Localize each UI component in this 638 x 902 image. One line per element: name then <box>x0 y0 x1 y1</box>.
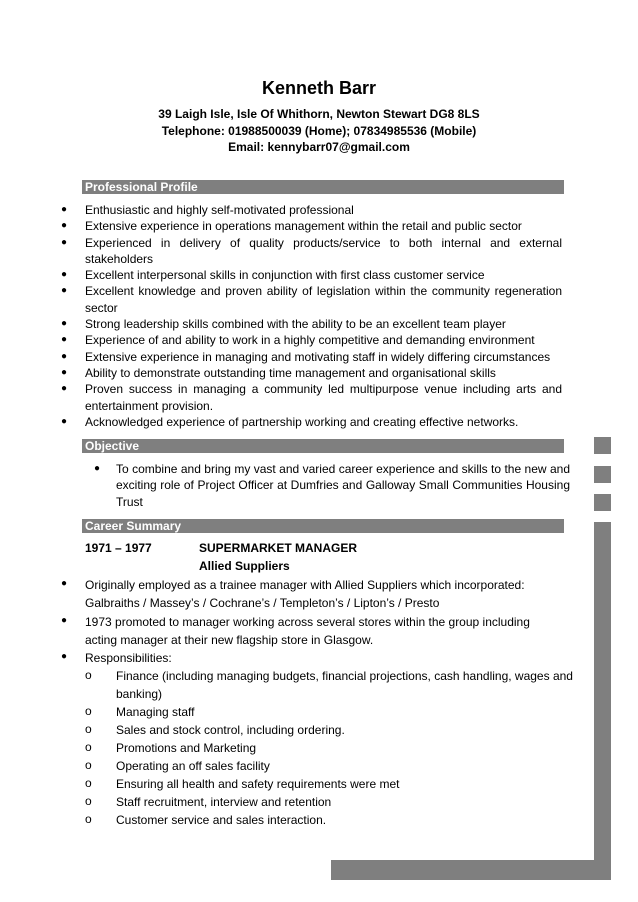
circle-bullet-icon: o <box>85 758 92 772</box>
decorative-square <box>594 466 611 483</box>
responsibility-item: Managing staff <box>116 705 195 719</box>
circle-bullet-icon: o <box>85 794 92 808</box>
list-item: ● Ability to demonstrate outstanding time management and organisational skills <box>61 365 496 380</box>
decorative-square <box>594 437 611 454</box>
responsibility-item: Staff recruitment, interview and retention <box>116 795 332 809</box>
bullet-icon: ● <box>61 651 68 662</box>
objective-text: To combine and bring my vast and varied career experience and skills to the new and exciting role of Project Officer at Dumfries and Galloway Small Communities Housing Trust <box>116 462 570 509</box>
responsibility-item: Sales and stock control, including ordering. <box>116 723 345 737</box>
circle-bullet-icon: o <box>85 668 92 682</box>
bullet-icon: ● <box>61 615 68 626</box>
list-item: ● Strong leadership skills combined with the ability to be an excellent team player <box>61 317 506 332</box>
address-line: 39 Laigh Isle, Isle Of Whithorn, Newton Stewart DG8 8LS <box>158 107 480 121</box>
list-item: ● Experience of and ability to work in a highly competitive and demanding environment <box>61 333 535 348</box>
list-item: ● Extensive experience in operations management within the retail and public sector <box>61 219 522 234</box>
circle-bullet-icon: o <box>85 812 92 826</box>
decorative-vertical-bar <box>594 522 611 880</box>
objective-item <box>94 461 570 510</box>
responsibility-item: Customer service and sales interaction. <box>116 813 327 827</box>
career-bullet-cont: acting manager at their new flagship store in Glasgow. <box>85 633 374 647</box>
responsibility-item: Operating an off sales facility <box>116 759 270 773</box>
profile-list <box>61 202 562 430</box>
career-bullet-cont: Galbraiths / Massey’s / Cochrane’s / Templeton’s / Lipton’s / Presto <box>85 596 440 610</box>
telephone-line: Telephone: 01988500039 (Home); 07834985536 (Mobile) <box>161 123 477 138</box>
decorative-square <box>594 494 611 511</box>
responsibility-item-cont: banking) <box>116 687 163 701</box>
list-item: ● Extensive experience in managing and motivating staff in widely differing circumstances <box>61 349 551 364</box>
candidate-name: Kenneth Barr <box>261 78 377 98</box>
section-header-objective: Objective <box>82 439 564 453</box>
email-line: Email: kennybarr07@gmail.com <box>228 140 410 154</box>
decorative-horizontal-bar <box>331 860 611 880</box>
list-item: ● Excellent knowledge and proven ability of legislation within the community regeneration sector <box>61 284 562 315</box>
responsibility-item: Ensuring all health and safety requirements were met <box>116 777 400 791</box>
list-item: ● Proven success in managing a community led multipurpose venue including arts and entertainment provision. <box>61 382 562 413</box>
career-bullet: 1973 promoted to manager working across several stores within the group including <box>85 615 530 629</box>
career-title: SUPERMARKET MANAGER <box>199 541 358 555</box>
contact-block <box>0 106 638 156</box>
responsibility-item: Finance (including managing budgets, financial projections, cash handling, wages and <box>116 669 573 683</box>
circle-bullet-icon: o <box>85 704 92 718</box>
list-item: ● Enthusiastic and highly self-motivated professional <box>61 203 354 217</box>
circle-bullet-icon: o <box>85 776 92 790</box>
section-header-career: Career Summary <box>82 519 564 533</box>
career-company: Allied Suppliers <box>199 559 290 573</box>
circle-bullet-icon: o <box>85 740 92 754</box>
circle-bullet-icon: o <box>85 722 92 736</box>
list-item: ● Excellent interpersonal skills in conjunction with first class customer service <box>61 268 485 283</box>
bullet-icon: ● <box>94 463 101 474</box>
bullet-icon: ● <box>61 578 68 589</box>
list-item: ● Acknowledged experience of partnership working and creating effective networks. <box>61 414 519 429</box>
career-bullet: Responsibilities: <box>85 651 172 665</box>
career-years: 1971 – 1977 <box>85 541 152 555</box>
responsibility-item: Promotions and Marketing <box>116 741 257 755</box>
list-item: ● Experienced in delivery of quality products/service to both internal and external stakeholders <box>61 235 562 266</box>
career-bullet: Originally employed as a trainee manager with Allied Suppliers which incorporated: <box>85 578 525 592</box>
section-header-profile: Professional Profile <box>82 180 564 194</box>
